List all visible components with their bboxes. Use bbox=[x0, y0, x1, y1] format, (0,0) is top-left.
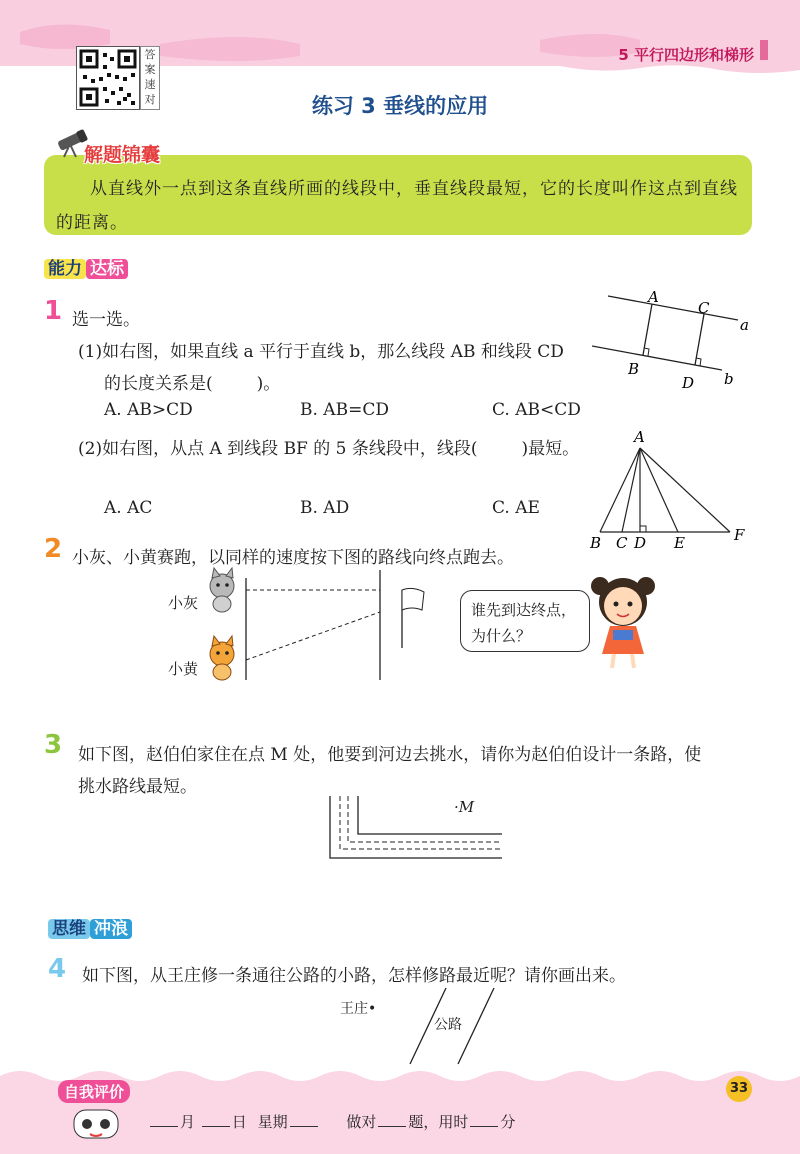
section-thinking-tag bbox=[48, 916, 132, 942]
speech-bubble bbox=[460, 590, 590, 652]
fig2-label-c: C bbox=[616, 534, 628, 552]
footer-month-blank[interactable] bbox=[150, 1110, 178, 1127]
footer-month: 月 bbox=[180, 1113, 196, 1131]
q1-p1-line1: (1)如右图，如果直线 a 平行于直线 b，那么线段 AB 和线段 CD bbox=[78, 342, 564, 362]
fig2-label-f: F bbox=[734, 526, 745, 544]
fig2-label-a: A bbox=[634, 428, 645, 446]
segment-ab bbox=[643, 304, 652, 355]
footer-minutes-blank[interactable] bbox=[470, 1110, 498, 1127]
segment-cd bbox=[695, 314, 704, 365]
footer-day: 日 bbox=[231, 1113, 247, 1131]
speech-bubble-line1: 谁先到达终点， bbox=[471, 601, 577, 619]
fig2-label-e: E bbox=[674, 534, 685, 552]
q2-text: 小灰、小黄赛跑，以同样的速度按下图的路线向终点跑去。 bbox=[72, 548, 514, 568]
q4-number: 4 bbox=[48, 954, 67, 984]
tips-text: 从直线外一点到这条直线所画的线段中，垂直线段最短，它的长度叫作这点到直线的距离。 bbox=[56, 179, 738, 233]
q1-p2-text: (2)如右图，从点 A 到线段 BF 的 5 条线段中，线段( bbox=[78, 439, 478, 459]
fig1-label-line-b: b bbox=[724, 370, 734, 388]
q1-p1-option-a[interactable]: A. AB>CD bbox=[104, 400, 193, 420]
figure-triangle bbox=[586, 426, 754, 554]
footer-weekday: 星期 bbox=[257, 1113, 288, 1131]
q3-line2: 挑水路线最短。 bbox=[78, 777, 197, 797]
finish-flag-icon bbox=[402, 588, 424, 648]
q1-number: 1 bbox=[44, 296, 63, 326]
q1-p2-option-b[interactable]: B. AD bbox=[300, 498, 350, 518]
q4-road-label: 公路 bbox=[434, 1017, 462, 1033]
q1-p1-option-b[interactable]: B. AB=CD bbox=[300, 400, 389, 420]
race-diagram bbox=[200, 560, 440, 690]
yellow-cat-icon bbox=[210, 636, 234, 680]
fig2-label-b: B bbox=[590, 534, 602, 552]
fig1-label-a-point: A bbox=[648, 288, 659, 306]
q1-p1-text: 的长度关系是( bbox=[104, 374, 213, 394]
self-eval-badge: 自我评价 bbox=[58, 1080, 130, 1103]
fig1-label-d-point: D bbox=[682, 374, 695, 392]
q1-p1-close: )。 bbox=[256, 374, 281, 394]
q1-p2-close: )最短。 bbox=[521, 439, 580, 459]
footer-correct: 做对 bbox=[346, 1113, 377, 1131]
line-b bbox=[592, 346, 722, 370]
river-diagram bbox=[322, 792, 510, 864]
q3-number: 3 bbox=[44, 730, 63, 760]
q2-gray-label: 小灰 bbox=[168, 594, 199, 612]
q3-line1: 如下图，赵伯伯家住在点 M 处，他要到河边去挑水，请你为赵伯伯设计一条路，使 bbox=[78, 745, 702, 765]
gray-cat-icon bbox=[210, 568, 234, 612]
footer-day-blank[interactable] bbox=[202, 1110, 230, 1127]
line-a bbox=[608, 296, 738, 320]
section-thinking-label-a: 思维 bbox=[48, 919, 90, 939]
footer-correct-blank[interactable] bbox=[378, 1110, 406, 1127]
robot-mascot-icon bbox=[66, 1104, 126, 1144]
page-number: 33 bbox=[726, 1076, 752, 1102]
section-thinking-label-b: 冲浪 bbox=[90, 919, 132, 939]
footer-weekday-blank[interactable] bbox=[290, 1110, 318, 1127]
footer-questions: 题，用时 bbox=[408, 1113, 469, 1131]
q1-p1-line2 bbox=[104, 369, 280, 394]
tips-badge: 解题锦囊 bbox=[84, 144, 161, 166]
girl-character-icon bbox=[586, 568, 660, 672]
page-title: 练习 3 垂线的应用 bbox=[311, 94, 489, 118]
speech-bubble-line2: 为什么？ bbox=[471, 627, 532, 645]
q2-number: 2 bbox=[44, 534, 63, 564]
q3-m-point-label: ·M bbox=[454, 798, 475, 816]
fig1-label-c-point: C bbox=[698, 299, 710, 317]
q4-text: 如下图，从王庄修一条通往公路的小路，怎样修路最近呢？请你画出来。 bbox=[82, 966, 626, 986]
chapter-heading: 5 平行四边形和梯形 bbox=[618, 46, 754, 64]
q1-lead: 选一选。 bbox=[72, 310, 140, 330]
q1-p2-option-c[interactable]: C. AE bbox=[492, 498, 540, 518]
section-ability-tag bbox=[44, 256, 128, 282]
q2-yellow-label: 小黄 bbox=[168, 660, 199, 678]
figure-parallel-lines bbox=[592, 286, 772, 396]
fig2-label-d: D bbox=[634, 534, 647, 552]
qr-label: 答案速对 bbox=[140, 46, 160, 110]
section-ability-label-b: 达标 bbox=[86, 259, 128, 279]
q1-p2-line bbox=[78, 434, 579, 459]
q1-p1-option-c[interactable]: C. AB<CD bbox=[492, 400, 581, 420]
fig1-label-line-a: a bbox=[740, 316, 749, 334]
q1-p2-option-a[interactable]: A. AC bbox=[104, 498, 153, 518]
fig1-label-b-point: B bbox=[628, 360, 640, 378]
footer-minutes: 分 bbox=[500, 1113, 516, 1131]
section-ability-label-a: 能力 bbox=[44, 259, 86, 279]
q4-village-label: 王庄• bbox=[340, 1001, 377, 1017]
footer-record-line bbox=[148, 1110, 515, 1132]
